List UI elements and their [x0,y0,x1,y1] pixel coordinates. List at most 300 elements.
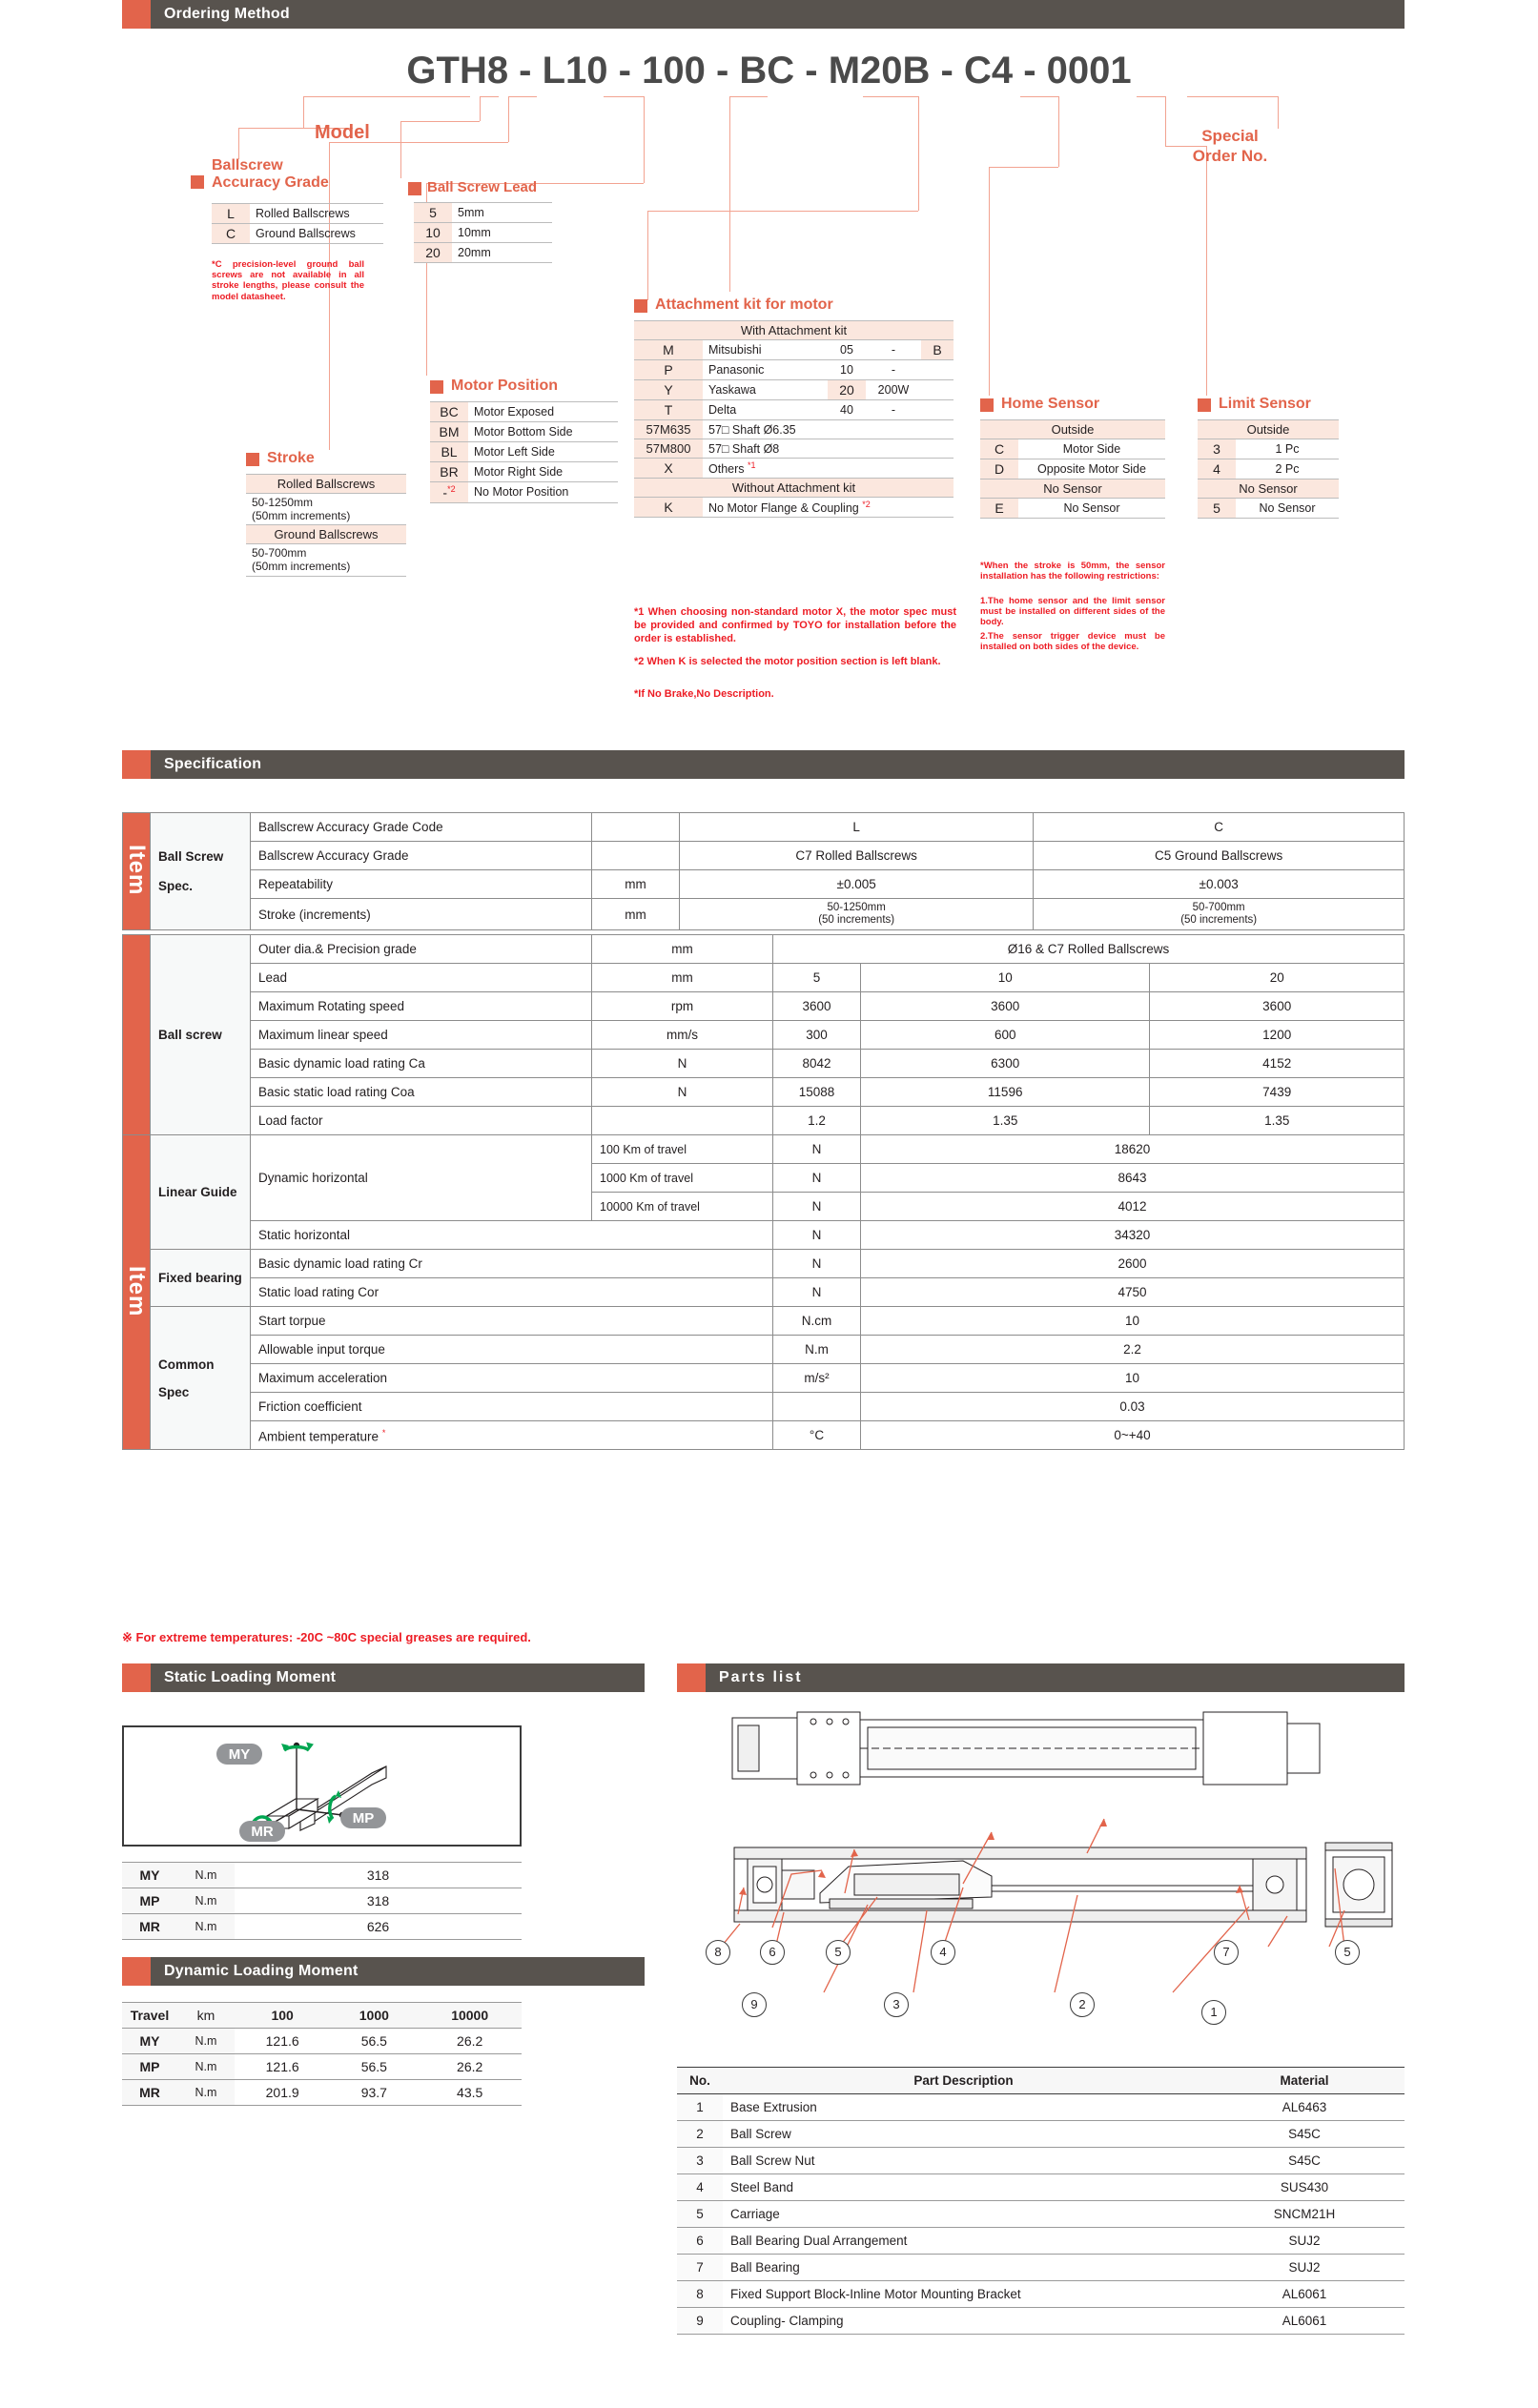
item-label-ballscrew-spec [123,813,151,930]
section-title-parts-list: Parts list [719,1669,803,1685]
spec-label: Outer dia.& Precision grade [251,935,592,964]
table-row [246,525,406,544]
section-title-bar [151,1957,645,1986]
accent-square [122,0,151,29]
callout-1: 1 [1201,2000,1226,2025]
part-material: AL6061 [1204,2308,1405,2335]
desc-text: No Motor Flange & Coupling [708,501,863,516]
ordering-label-motor-position [451,378,558,395]
callout-5b: 5 [1335,1940,1360,1965]
table-row [980,499,1165,519]
spec-value-l: ±0.005 [680,870,1034,899]
spec-unit: N.cm [773,1307,861,1336]
table-row [677,2228,1405,2255]
table-row [246,544,406,576]
table-row [122,2029,522,2054]
desc-text: Others [708,462,748,477]
table-row [123,813,1405,842]
spec-value: 34320 [861,1221,1405,1250]
leader-line [303,96,470,97]
spec-unit: mm [592,870,680,899]
stroke-range: 50-1250mm [252,496,314,509]
section-title-static-moment: Static Loading Moment [164,1669,337,1685]
accuracy-code: C [212,224,250,244]
label-text-line1: Special [1201,127,1259,145]
note-home-sensor-1: 1.The home sensor and the limit sensor must be installed on different sides of the body. [980,596,1165,628]
leader-line [1137,96,1165,97]
part-no: 9 [677,2308,723,2335]
table-row [123,842,1405,870]
label-text-line2: Accuracy Grade [212,173,329,191]
stroke-range: 50-700mm [252,546,307,561]
table-row [677,2174,1405,2201]
table-row [1198,439,1339,459]
moment-value-1000: 56.5 [330,2029,418,2054]
leader-line [729,96,768,97]
motor-position-code: BC [430,402,468,422]
part-material: SNCM21H [1204,2201,1405,2228]
spec-unit: N [592,1078,773,1107]
table-row [123,992,1405,1021]
accuracy-desc: Ground Ballscrews [250,224,383,244]
table-row [634,400,954,420]
lead-code: 20 [414,243,452,263]
spec-label: Lead [251,964,592,992]
label-text: Ball Screw Lead [427,179,538,195]
specification-table-main [122,934,1405,1450]
table-row [123,1221,1405,1250]
spec-label: Load factor [251,1107,592,1135]
section-title-specification: Specification [164,756,262,772]
item-label-lower [123,1135,151,1450]
callout-8: 8 [706,1940,730,1965]
section-title-bar [151,1663,645,1692]
spec-label: Maximum Rotating speed [251,992,592,1021]
spec-label: Stroke (increments) [251,899,592,930]
section-header-ordering-method [122,0,1405,29]
leader-line [238,128,303,129]
attachment-brand: Yaskawa [703,380,828,400]
label-text: Ambient temperature [258,1429,382,1444]
callout-4: 4 [931,1940,955,1965]
spec-unit: mm [592,899,680,930]
part-no: 3 [677,2148,723,2174]
callout-2: 2 [1070,1992,1095,2017]
spec-unit: N [773,1221,861,1250]
footnote-marker: * [381,1427,386,1438]
specification-table-top [122,812,1405,930]
spec-label: Maximum acceleration [251,1364,773,1393]
table-row [634,380,954,400]
ordering-label-stroke [267,450,315,467]
home-sensor-code: C [980,439,1018,459]
part-material: AL6061 [1204,2281,1405,2308]
accent-square [677,1663,706,1692]
spec-unit: mm [592,964,773,992]
leader-line [989,167,1058,168]
attachment-with-head: With Attachment kit [634,321,954,340]
footnote-marker: *2 [862,500,871,510]
part-description: Ball Screw Nut [723,2148,1204,2174]
table-row [414,203,552,223]
table-row [123,1421,1405,1450]
table-row [123,870,1405,899]
code-text: - [442,484,448,500]
table-row [980,480,1165,499]
moment-unit: N.m [177,2054,235,2080]
leader-line [604,96,644,97]
table-row [123,1250,1405,1278]
table-header-row [677,2068,1405,2094]
bullet-square-icon [408,182,421,195]
home-sensor-code: D [980,459,1018,480]
value-line2: (50 increments) [1180,914,1258,927]
part-no: 2 [677,2121,723,2148]
part-material: S45C [1204,2121,1405,2148]
table-accuracy-grade [212,203,383,244]
moment-axis: MP [122,2054,177,2080]
ordering-label-ball-screw-lead [427,179,537,195]
moment-value: 318 [235,1863,522,1888]
item-spacer [123,935,151,1135]
spec-value-l: L [680,813,1034,842]
spec-value-lead20: 4152 [1150,1050,1405,1078]
note-ambient-temperature: ※ For extreme temperatures: -20C ~80C special greases are required. [122,1630,531,1644]
spec-value-lead20: 1200 [1150,1021,1405,1050]
label-text-line2: Order No. [1192,146,1268,165]
spec-value: 4750 [861,1278,1405,1307]
leader-line [400,121,401,178]
spec-value-lead20: 7439 [1150,1078,1405,1107]
home-sensor-desc: No Sensor [1018,499,1165,519]
ordering-label-model [315,122,370,144]
parts-header-description: Part Description [723,2068,1204,2094]
spec-label: Static horizontal [251,1221,773,1250]
table-row [634,321,954,340]
note-motor-3: *If No Brake,No Description. [634,688,774,700]
spec-unit: N.m [773,1336,861,1364]
moment-value-100: 201.9 [235,2080,330,2106]
callout-3: 3 [884,1992,909,2017]
table-row [430,482,618,503]
moment-label-mp [340,1807,386,1828]
table-row [634,360,954,380]
table-row [677,2255,1405,2281]
moment-axis: MY [122,1863,177,1888]
table-row [634,439,954,459]
callout-9: 9 [742,1992,767,2017]
dynamic-header-100: 100 [235,2003,330,2029]
leader-line [508,96,509,142]
spec-value-lead5: 8042 [773,1050,861,1078]
spec-label: Friction coefficient [251,1393,773,1421]
parts-header-material: Material [1204,2068,1405,2094]
attachment-code: 57M800 [634,439,703,459]
attachment-num: 05 [828,340,866,360]
svg-text:MP: MP [352,1810,375,1826]
table-ball-screw-lead [414,202,552,263]
table-row [634,459,954,479]
spec-value: 10 [861,1364,1405,1393]
table-row [122,2054,522,2080]
table-row [430,442,618,462]
table-home-sensor [980,419,1165,519]
item-text: Item [124,845,150,896]
spec-unit [592,1107,773,1135]
label-text: Limit Sensor [1219,396,1311,412]
stroke-head: Rolled Ballscrews [246,475,406,494]
spec-value-lead5: 5 [773,964,861,992]
attachment-brand: Panasonic [703,360,828,380]
moment-axis: MR [122,2080,177,2106]
table-row [122,2080,522,2106]
note-motor-1: *1 When choosing non-standard motor X, the motor spec must be provided and confirmed by TOYO for installation before the order is established. [634,606,956,644]
attachment-brake [921,360,954,380]
attachment-desc: 57□ Shaft Ø6.35 [703,420,954,439]
bullet-square-icon [191,175,204,189]
footnote-marker: *2 [447,484,456,494]
spec-label: Allowable input torque [251,1336,773,1364]
spec-value-lead10: 3600 [861,992,1150,1021]
callout-5: 5 [826,1940,851,1965]
table-row [634,340,954,360]
moment-value: 626 [235,1914,522,1940]
table-row [246,475,406,494]
part-description: Coupling- Clamping [723,2308,1204,2335]
leader-line [989,167,990,396]
lead-code: 10 [414,223,452,243]
footnote-marker: *1 [748,460,756,470]
spec-unit: °C [773,1421,861,1450]
item-text: Item [124,1265,150,1317]
moment-value-100: 121.6 [235,2029,330,2054]
spec-value-lead20: 20 [1150,964,1405,992]
spec-value-lead10: 10 [861,964,1150,992]
table-row [123,1307,1405,1336]
ordering-label-attachment-kit [655,296,833,314]
stroke-increment: (50mm increments) [252,560,351,574]
ordering-label-accuracy-grade [212,157,329,192]
leader-line [1278,96,1279,129]
attachment-desc [703,498,954,518]
group-line2: Spec. [158,879,194,894]
section-title-bar [151,0,1405,29]
home-sensor-code: E [980,499,1018,519]
moment-label-mr [239,1821,285,1842]
spec-unit: N [773,1135,861,1164]
accent-square [122,750,151,779]
dynamic-header-10000: 10000 [418,2003,522,2029]
ordering-label-home-sensor [1001,396,1099,413]
spec-value: 0.03 [861,1393,1405,1421]
table-attachment-kit [634,320,954,518]
moment-unit: N.m [177,1888,235,1914]
table-row [677,2094,1405,2121]
part-no: 5 [677,2201,723,2228]
attachment-num: 20 [828,380,866,400]
spec-label: Basic dynamic load rating Cr [251,1250,773,1278]
spec-label: Maximum linear speed [251,1021,592,1050]
group-line2: Spec [158,1384,190,1399]
spec-value: 10 [861,1307,1405,1336]
attachment-brand: Delta [703,400,828,420]
note-home-sensor-2: 2.The sensor trigger device must be installed on both sides of the device. [980,631,1165,653]
limit-sensor-head-outside: Outside [1198,420,1339,439]
part-no: 8 [677,2281,723,2308]
table-row [414,243,552,263]
attachment-num: 10 [828,360,866,380]
attachment-desc: 57□ Shaft Ø8 [703,439,954,459]
attachment-brake: B [921,340,954,360]
leader-line [1206,146,1207,396]
moment-value-10000: 26.2 [418,2029,522,2054]
part-description: Ball Screw [723,2121,1204,2148]
attachment-code: 57M635 [634,420,703,439]
attachment-watt: - [866,400,921,420]
table-row [677,2148,1405,2174]
part-no: 1 [677,2094,723,2121]
spec-value-lead5: 15088 [773,1078,861,1107]
section-header-static-loading-moment [122,1663,645,1692]
spec-value: 4012 [861,1193,1405,1221]
spec-value-l: C7 Rolled Ballscrews [680,842,1034,870]
part-description: Ball Bearing [723,2255,1204,2281]
spec-label: Ballscrew Accuracy Grade Code [251,813,592,842]
part-description: Base Extrusion [723,2094,1204,2121]
table-row [123,1107,1405,1135]
moment-value-1000: 56.5 [330,2054,418,2080]
spec-unit: rpm [592,992,773,1021]
leader-line [647,211,918,212]
table-row [212,224,383,244]
limit-sensor-desc: No Sensor [1236,499,1339,519]
moment-axis: MY [122,2029,177,2054]
table-row [430,402,618,422]
leader-line [1020,96,1058,97]
part-material: SUJ2 [1204,2228,1405,2255]
bullet-square-icon [980,398,994,412]
attachment-code: T [634,400,703,420]
table-row [212,204,383,224]
note-motor-2: *2 When K is selected the motor position section is left blank. [634,656,941,667]
spec-value-c: C5 Ground Ballscrews [1034,842,1405,870]
attachment-watt: 200W [866,380,921,400]
part-no: 7 [677,2255,723,2281]
moment-unit: N.m [177,1863,235,1888]
limit-sensor-head-nosensor: No Sensor [1198,480,1339,499]
spec-value-c: ±0.003 [1034,870,1405,899]
table-row [122,1888,522,1914]
spec-value: 0~+40 [861,1421,1405,1450]
leader-line [480,96,481,121]
accuracy-desc: Rolled Ballscrews [250,204,383,224]
table-row [677,2308,1405,2335]
home-sensor-desc: Opposite Motor Side [1018,459,1165,480]
limit-sensor-code: 5 [1198,499,1236,519]
assembly-drawing-svg [677,1706,1405,2030]
spec-value-lead20: 1.35 [1150,1107,1405,1135]
bullet-square-icon [430,380,443,394]
table-row [123,964,1405,992]
stroke-increment: (50mm increments) [252,509,351,523]
label-text: Motor Position [451,378,558,394]
group-line1: Common [158,1357,215,1372]
group-linear-guide: Linear Guide [151,1135,251,1250]
moment-value-10000: 26.2 [418,2054,522,2080]
table-row [122,1914,522,1940]
spec-unit: N [773,1250,861,1278]
bullet-square-icon [634,299,647,313]
part-material: SUS430 [1204,2174,1405,2201]
attachment-code: P [634,360,703,380]
table-row [123,1336,1405,1364]
table-row [123,1393,1405,1421]
spec-label [251,1421,773,1450]
table-row [677,2121,1405,2148]
table-row [246,494,406,525]
ordering-label-special-order [1125,127,1335,166]
part-description: Ball Bearing Dual Arrangement [723,2228,1204,2255]
spec-value: Ø16 & C7 Rolled Ballscrews [773,935,1405,964]
specification-table-wrapper [122,812,1405,1450]
spec-value-c [1034,899,1405,930]
table-row [123,1135,1405,1164]
spec-value: 2.2 [861,1336,1405,1364]
label-text-line1: Ballscrew [212,157,283,173]
moment-unit: N.m [177,2080,235,2106]
attachment-code: X [634,459,703,479]
motor-position-desc: Motor Left Side [468,442,618,462]
leader-line [238,128,239,159]
svg-text:MR: MR [251,1824,274,1840]
moment-value-100: 121.6 [235,2054,330,2080]
parts-header-no: No. [677,2068,723,2094]
spec-value-lead5: 1.2 [773,1107,861,1135]
table-row [123,1021,1405,1050]
table-row [1198,459,1339,480]
attachment-brand: Mitsubishi [703,340,828,360]
moment-label-my [216,1744,262,1765]
table-row [980,459,1165,480]
table-row [123,1364,1405,1393]
table-row [430,462,618,482]
spec-sublabel: 10000 Km of travel [592,1193,773,1221]
moment-value: 318 [235,1888,522,1914]
leader-line [1187,96,1278,97]
moment-value-10000: 43.5 [418,2080,522,2106]
motor-position-desc: Motor Bottom Side [468,422,618,442]
limit-sensor-desc: 2 Pc [1236,459,1339,480]
table-static-loading-moment [122,1862,522,1940]
table-row [980,420,1165,439]
spec-label: Basic dynamic load rating Ca [251,1050,592,1078]
part-material: S45C [1204,2148,1405,2174]
spec-unit [773,1393,861,1421]
spec-value-lead10: 11596 [861,1078,1150,1107]
callout-6: 6 [760,1940,785,1965]
section-title-bar [706,1663,1405,1692]
spec-label-dynamic-horizontal: Dynamic horizontal [251,1135,592,1221]
table-row [123,1050,1405,1078]
attachment-num: 40 [828,400,866,420]
stroke-head: Ground Ballscrews [246,525,406,544]
leader-line [918,96,919,211]
label-text: Stroke [267,450,315,466]
section-header-specification [122,750,1405,779]
spec-unit: N [592,1050,773,1078]
group-common-spec [151,1307,251,1450]
value-line1: 50-1250mm [827,902,886,913]
